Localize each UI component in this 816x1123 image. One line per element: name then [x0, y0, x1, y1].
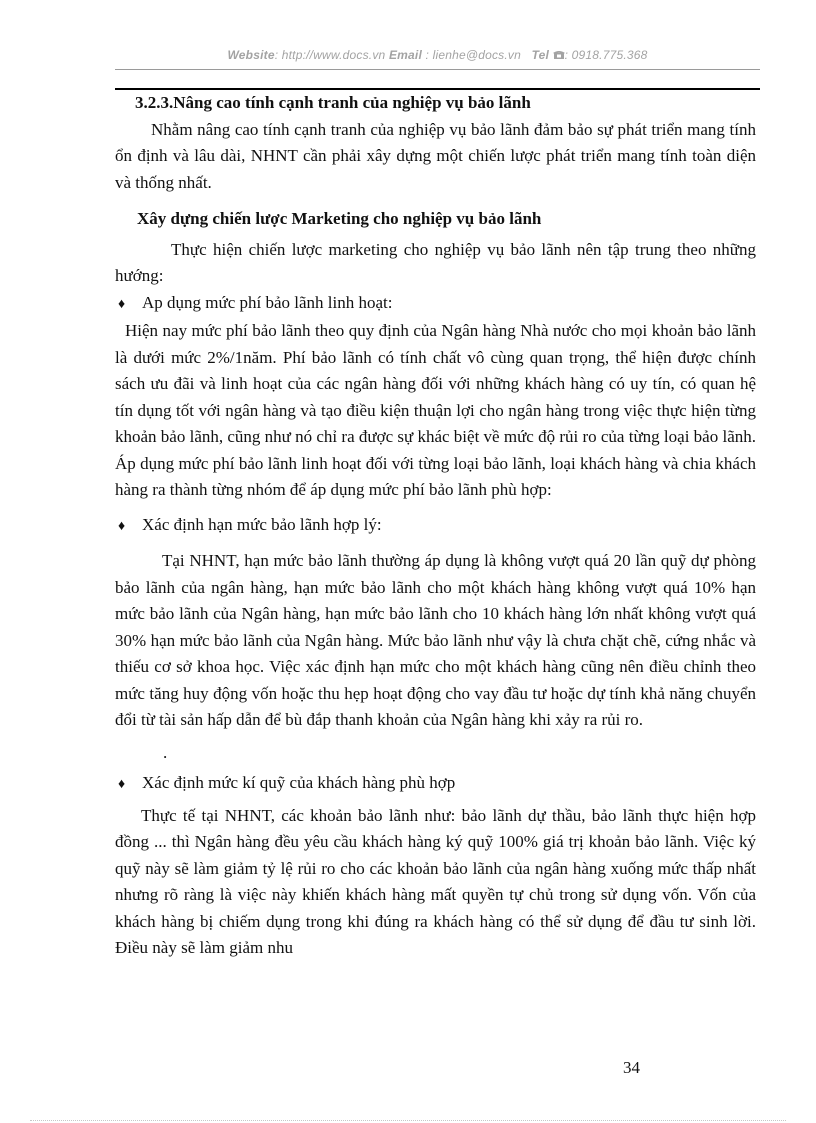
bullet-title: Ap dụng mức phí bảo lãnh linh hoạt:: [142, 292, 393, 312]
header-divider: [115, 69, 760, 70]
tel-label: Tel: [531, 48, 550, 62]
telephone-icon: [553, 50, 565, 60]
bullet-title: Xác định hạn mức bảo lãnh hợp lý:: [142, 514, 382, 534]
flexible-fee-paragraph: Hiện nay mức phí bảo lãnh theo quy định của Ngân hàng Nhà nước cho mọi khoản bảo lãnh là dưới mức 2%/1năm. Phí bảo lãnh có tính chất vô cùng quan trọng, thể hiện được chính sách ưu đãi và linh hoạt của các ngân hàng đối với những khách hàng có uy tín, có quan hệ tín dụng tốt với ngân hàng và tạo điều kiện thuận lợi cho ngân hàng trong việc thực hiện từng khoản bảo lãnh, cũng như nó chỉ ra được sự khác biệt về mức độ rủi ro của từng loại bảo lãnh. Áp dụng mức phí bảo lãnh linh hoạt đối với từng loại bảo lãnh, loại khách hàng và chia khách hàng ra thành từng nhóm để áp dụng mức phí bảo lãnh phù hợp:: [115, 321, 756, 499]
diamond-bullet-icon: ♦: [118, 777, 126, 792]
intro-paragraph: Nhằm nâng cao tính cạnh tranh của nghiệp vụ bảo lãnh đảm bảo sự phát triển mang tính ổn định và lâu dài, NHNT cần phải xây dựng một chiến lược phát triển mang tính toàn diện và thống nhất.: [115, 119, 756, 192]
guarantee-limit-paragraph: Tại NHNT, hạn mức bảo lãnh thường áp dụng là không vượt quá 20 lần quỹ dự phòng bảo lãnh của ngân hàng, hạn mức bảo lãnh cho một khách hàng không vượt quá 10% hạn mức bảo lãnh của Ngân hàng, hạn mức bảo lãnh cho 10 khách hàng lớn nhất không vượt quá 30% hạn mức bảo lãnh của Ngân hàng. Mức bảo lãnh như vậy là chưa chặt chẽ, cứng nhắc và thiếu cơ sở khoa học. Việc xác định hạn mức cho một khách hàng cũng nên điều chỉnh theo mức tăng huy động vốn hoặc thu hẹp hoạt động cho vay đầu tư hoặc dự tính khả năng chuyển đổi từ tài sản hấp dẫn để bù đắp thanh khoản của Ngân hàng khi xảy ra rủi ro.: [115, 551, 756, 729]
stray-dot: .: [163, 742, 168, 762]
bullet-title: Xác định mức kí quỹ của khách hàng phù hợp: [142, 773, 456, 792]
email-label: Email: [388, 48, 422, 62]
diamond-bullet-icon: ♦: [118, 518, 126, 534]
deposit-level-paragraph: Thực tế tại NHNT, các khoản bảo lãnh như: bảo lãnh dự thầu, bảo lãnh thực hiện hợp đồng ... thì Ngân hàng đều yêu cầu khách hàng ký quỹ 100% giá trị khoản bảo lãnh. Việc ký quỹ này sẽ làm giảm tỷ lệ rủi ro cho các khoản bảo lãnh của ngân hàng xuống mức thấp nhất nhưng rõ ràng là việc này khiến khách hàng mất quyền tự chủ trong sử dụng vốn. Vốn của khách hàng bị chiếm dụng trong khi đúng ra khách hàng có thể sử dụng để đầu tư sinh lời. Điều này sẽ làm giảm nhu: [115, 805, 756, 957]
diamond-bullet-icon: ♦: [118, 296, 126, 312]
bullet-guarantee-limit: [115, 512, 756, 541]
marketing-subheading: Xây dựng chiến lược Marketing cho nghiệp vụ bảo lãnh: [137, 209, 542, 228]
section-heading: 3.2.3.Nâng cao tính cạnh tranh của nghiệp vụ bảo lãnh: [135, 93, 531, 112]
strategy-intro-paragraph: Thực hiện chiến lược marketing cho nghiệp vụ bảo lãnh nên tập trung theo những hướng:: [115, 239, 756, 285]
email-value: : lienhe@docs.vn: [421, 48, 521, 62]
bullet-flexible-fee: [115, 290, 756, 319]
bullet-deposit-level: [115, 770, 756, 799]
page-number: 34: [623, 1058, 640, 1077]
website-value: : http://www.docs.vn: [274, 48, 386, 62]
website-label: Website: [227, 48, 275, 62]
page-bottom-edge: [30, 1120, 786, 1121]
document-body: [115, 90, 756, 962]
page-header: [115, 48, 760, 62]
tel-value: : 0918.775.368: [564, 48, 648, 62]
